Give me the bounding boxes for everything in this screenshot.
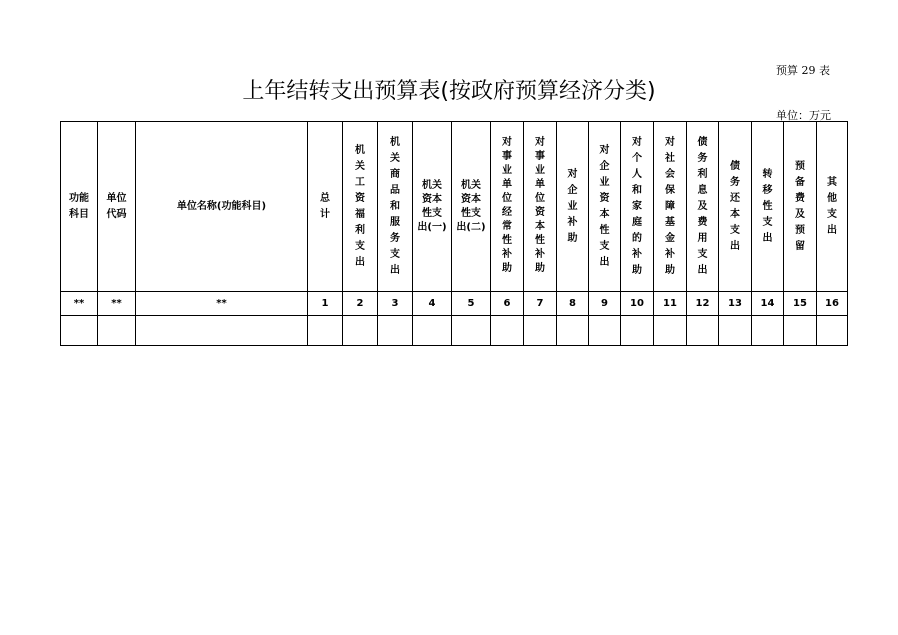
header-col-org-capital-1 — [413, 122, 452, 292]
column-code: 13 — [719, 292, 752, 316]
column-code: 12 — [687, 292, 719, 316]
header-part: 资本 — [461, 193, 481, 205]
header-col-household — [621, 122, 654, 292]
column-code: 3 — [378, 292, 413, 316]
table-cell — [687, 316, 719, 346]
table-cell — [308, 316, 343, 346]
column-code: 6 — [491, 292, 524, 316]
header-label: 对个人和家庭的补助 — [632, 136, 642, 276]
header-col-social-fund — [654, 122, 687, 292]
table-cell — [452, 316, 491, 346]
header-label: 总计 — [320, 192, 330, 220]
header-label: 预备费及预留 — [795, 160, 805, 252]
column-code: 4 — [413, 292, 452, 316]
table-cell — [491, 316, 524, 346]
header-col-unit-code — [98, 122, 136, 292]
page-title: 上年结转支出预算表(按政府预算经济分类) — [242, 79, 656, 104]
header-label: 对企业资本性支出 — [599, 144, 610, 268]
header-col-total — [308, 122, 343, 292]
table-cell — [654, 316, 687, 346]
column-code: 14 — [752, 292, 784, 316]
header-col-debt-principal — [719, 122, 752, 292]
header-label: 单位代码 — [106, 192, 127, 220]
header-col-func-subject — [61, 122, 98, 292]
column-code: 8 — [557, 292, 589, 316]
header-col-org-welfare — [343, 122, 378, 292]
header-label: 对事业单位经常性补助 — [502, 137, 512, 274]
header-part: 机关 — [461, 179, 481, 191]
table-row — [61, 316, 848, 346]
budget-table — [60, 121, 848, 346]
header-col-debt-interest — [687, 122, 719, 292]
header-label: 转移性支出 — [762, 168, 773, 244]
column-code: 1 — [308, 292, 343, 316]
table-cell — [719, 316, 752, 346]
header-col-unit-name — [136, 122, 308, 292]
table-cell — [524, 316, 557, 346]
header-label: 对事业单位资本性补助 — [535, 137, 545, 274]
header-col-inst-regular — [491, 122, 524, 292]
column-code: 9 — [589, 292, 621, 316]
column-code: 7 — [524, 292, 557, 316]
table-cell — [98, 316, 136, 346]
table-cell — [413, 316, 452, 346]
table-cell — [378, 316, 413, 346]
table-cell — [589, 316, 621, 346]
column-code: 15 — [784, 292, 817, 316]
header-col-reserve — [784, 122, 817, 292]
header-col-org-goods — [378, 122, 413, 292]
table-body — [61, 316, 848, 346]
header-part: 出(一) — [417, 221, 447, 233]
column-code: ** — [136, 292, 308, 316]
table-cell — [557, 316, 589, 346]
header-label: 其他支出 — [827, 176, 837, 236]
form-number: 预算 29 表 — [776, 64, 830, 77]
header-col-other — [817, 122, 848, 292]
header-part: 性支 — [461, 207, 481, 219]
header-col-org-capital-2 — [452, 122, 491, 292]
table-cell — [343, 316, 378, 346]
table-code-row — [61, 292, 848, 316]
header-label: 债务还本支出 — [730, 160, 740, 252]
column-code: 2 — [343, 292, 378, 316]
column-code: 10 — [621, 292, 654, 316]
column-code: 5 — [452, 292, 491, 316]
column-code: 11 — [654, 292, 687, 316]
table-cell — [752, 316, 784, 346]
header-label: 机关工资福利支出 — [355, 144, 365, 268]
header-part: 机关 — [422, 179, 442, 191]
header-part: 资本 — [422, 193, 442, 205]
table-cell — [817, 316, 848, 346]
header-label: 债务利息及费用支出 — [697, 136, 708, 276]
table-cell — [136, 316, 308, 346]
header-label: 机关商品和服务支出 — [390, 136, 400, 276]
column-code: 16 — [817, 292, 848, 316]
header-label: 单位名称(功能科目) — [176, 200, 267, 212]
header-part: 出(二) — [456, 221, 486, 233]
table-header-row — [61, 122, 848, 292]
header-label: 功能科目 — [69, 192, 89, 220]
header-label: 对企业补助 — [567, 168, 578, 244]
header-part: 性支 — [422, 207, 442, 219]
table-cell — [61, 316, 98, 346]
unit-label: 单位：万元 — [776, 109, 831, 122]
header-col-ent-subsidy — [557, 122, 589, 292]
table-cell — [784, 316, 817, 346]
column-code: ** — [61, 292, 98, 316]
header-col-ent-capital — [589, 122, 621, 292]
header-label: 对社会保障基金补助 — [665, 136, 675, 276]
table-cell — [621, 316, 654, 346]
header-col-transfer — [752, 122, 784, 292]
column-code: ** — [98, 292, 136, 316]
header-col-inst-capital — [524, 122, 557, 292]
